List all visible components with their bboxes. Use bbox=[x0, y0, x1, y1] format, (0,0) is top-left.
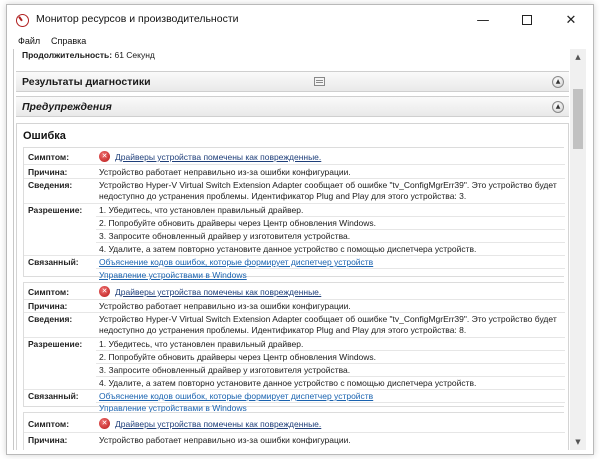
resolution-step: 1. Убедитесь, что установлен правильный драйвер. bbox=[99, 205, 304, 215]
row-divider bbox=[24, 178, 565, 179]
cause-value: Устройство работает неправильно из-за ошибки конфигурации. bbox=[99, 435, 351, 445]
window-title: Монитор ресурсов и производительности bbox=[36, 13, 239, 25]
cause-value: Устройство работает неправильно из-за ошибки конфигурации. bbox=[99, 167, 351, 177]
details-value: Устройство Hyper-V Virtual Switch Extension Adapter сообщает об ошибке "tv_ConfigMgrErr39". Это устройство будет недоступно до устранения проблемы. Идентификатор Plug and Play для этого устройства: 3. bbox=[99, 180, 557, 201]
minimize-button[interactable]: — bbox=[476, 12, 490, 28]
close-button[interactable]: ✕ bbox=[565, 12, 577, 28]
menu-help[interactable]: Справка bbox=[51, 36, 87, 46]
details-label: Сведения: bbox=[28, 180, 73, 190]
duration-value: 61 Секунд bbox=[114, 50, 155, 60]
row-divider bbox=[24, 312, 565, 313]
report-content bbox=[13, 49, 570, 450]
scroll-thumb[interactable] bbox=[573, 89, 583, 149]
maximize-button[interactable] bbox=[505, 5, 549, 35]
error-heading: Ошибка bbox=[23, 130, 66, 142]
row-divider bbox=[96, 268, 565, 269]
menu-file[interactable]: Файл bbox=[18, 36, 41, 46]
error-codes-link[interactable]: Объяснение кодов ошибок, которые формирует диспетчер устройств bbox=[99, 257, 374, 267]
row-divider bbox=[96, 350, 565, 351]
symptom-link[interactable]: Драйверы устройства помечены как поврежденные. bbox=[115, 419, 322, 429]
symptom-link[interactable]: Драйверы устройства помечены как поврежденные. bbox=[115, 152, 322, 162]
row-divider bbox=[24, 432, 565, 433]
error-entry bbox=[23, 282, 564, 413]
cause-label: Причина: bbox=[28, 435, 68, 445]
menu-bar bbox=[7, 35, 593, 49]
symptom-label: Симптом: bbox=[28, 419, 70, 429]
resolution-step: 2. Попробуйте обновить драйверы через Центр обновления Windows. bbox=[99, 352, 377, 362]
cause-label: Причина: bbox=[28, 301, 68, 311]
error-x-icon: ✕ bbox=[99, 151, 110, 162]
details-label: Сведения: bbox=[28, 314, 73, 324]
error-codes-link[interactable]: Объяснение кодов ошибок, которые формирует диспетчер устройств bbox=[99, 391, 374, 401]
symptom-label: Симптом: bbox=[28, 152, 70, 162]
resolution-step: 4. Удалите, а затем повторно установите данное устройство с помощью диспетчера устройств. bbox=[99, 378, 477, 388]
warnings-section-header[interactable] bbox=[16, 96, 569, 117]
resource-monitor-window bbox=[6, 4, 594, 455]
cause-label: Причина: bbox=[28, 167, 68, 177]
row-divider bbox=[96, 376, 565, 377]
related-label: Связанный: bbox=[28, 257, 79, 267]
row-divider bbox=[96, 229, 565, 230]
resolution-label: Разрешение: bbox=[28, 339, 83, 349]
row-divider bbox=[96, 363, 565, 364]
collapse-warnings-button[interactable]: ▲ bbox=[552, 101, 564, 113]
scroll-up-button[interactable]: ▲ bbox=[575, 53, 581, 61]
row-divider bbox=[24, 337, 565, 338]
note-icon bbox=[314, 77, 325, 86]
error-x-icon: ✕ bbox=[99, 418, 110, 429]
resolution-label: Разрешение: bbox=[28, 205, 83, 215]
cause-value: Устройство работает неправильно из-за ошибки конфигурации. bbox=[99, 301, 351, 311]
resolution-step: 4. Удалите, а затем повторно установите данное устройство с помощью диспетчера устройств. bbox=[99, 244, 477, 254]
resolution-step: 1. Убедитесь, что установлен правильный драйвер. bbox=[99, 339, 304, 349]
monitor-gauge-icon bbox=[16, 14, 29, 27]
symptom-link[interactable]: Драйверы устройства помечены как поврежденные. bbox=[115, 287, 322, 297]
error-entry bbox=[23, 147, 564, 280]
row-divider bbox=[24, 164, 565, 165]
error-panel bbox=[16, 123, 569, 450]
row-divider bbox=[24, 389, 565, 390]
row-divider bbox=[96, 242, 565, 243]
duration-line bbox=[22, 50, 155, 60]
resolution-step: 2. Попробуйте обновить драйверы через Центр обновления Windows. bbox=[99, 218, 377, 228]
resolution-step: 3. Запросите обновленный драйвер у изготовителя устройства. bbox=[99, 365, 351, 375]
device-management-link[interactable]: Управление устройствами в Windows bbox=[99, 270, 247, 280]
row-divider bbox=[24, 299, 565, 300]
diagnostics-section-header[interactable] bbox=[16, 71, 569, 92]
duration-label: Продолжительность: bbox=[22, 50, 113, 60]
maximize-icon bbox=[522, 15, 532, 25]
row-divider bbox=[24, 255, 565, 256]
row-divider bbox=[96, 402, 565, 403]
resolution-step: 3. Запросите обновленный драйвер у изготовителя устройства. bbox=[99, 231, 351, 241]
scroll-down-button[interactable]: ▼ bbox=[575, 438, 581, 446]
error-entry bbox=[23, 412, 564, 450]
collapse-diagnostics-button[interactable]: ▲ bbox=[552, 76, 564, 88]
title-bar[interactable] bbox=[7, 5, 593, 35]
device-management-link[interactable]: Управление устройствами в Windows bbox=[99, 403, 247, 413]
details-value: Устройство Hyper-V Virtual Switch Extension Adapter сообщает об ошибке "tv_ConfigMgrErr39". Это устройство будет недоступно до устранения проблемы. Идентификатор Plug and Play для этого устройства: 8. bbox=[99, 314, 557, 335]
related-label: Связанный: bbox=[28, 391, 79, 401]
symptom-label: Симптом: bbox=[28, 287, 70, 297]
error-x-icon: ✕ bbox=[99, 286, 110, 297]
row-divider bbox=[24, 203, 565, 204]
row-divider bbox=[96, 216, 565, 217]
diagnostics-section-title: Результаты диагностики bbox=[22, 76, 151, 88]
warnings-section-title: Предупреждения bbox=[22, 101, 112, 113]
vertical-scrollbar[interactable] bbox=[570, 49, 586, 450]
